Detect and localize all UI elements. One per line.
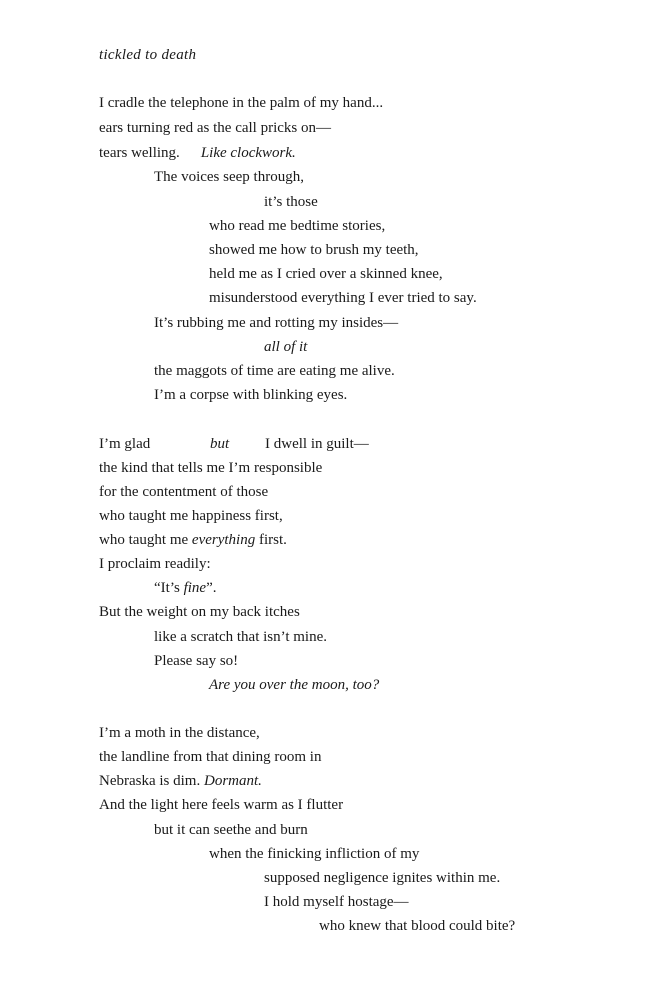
poem-emphasis: everything (191, 532, 256, 548)
poem-title: tickled to death (99, 47, 197, 63)
poem-line: I proclaim readily: (99, 556, 211, 572)
poem-line: for the contentment of those (99, 484, 269, 500)
poem-line: Please say so! (154, 653, 239, 669)
poem-line: I cradle the telephone in the palm of my hand... (99, 95, 384, 111)
poem-text: first. (258, 532, 287, 548)
poem-line: I’m a corpse with blinking eyes. (154, 387, 348, 403)
poem-line: And the light here feels warm as I flutter (99, 797, 344, 813)
poem-line: who knew that blood could bite? (319, 918, 516, 934)
poem-emphasis: all of it (264, 339, 308, 355)
poem-line: the kind that tells me I’m responsible (99, 460, 323, 476)
poem-text: I dwell in guilt— (265, 436, 369, 452)
poem-line: who taught me happiness first, (99, 508, 283, 524)
poem-line: But the weight on my back itches (99, 604, 300, 620)
poem-line (99, 434, 150, 454)
poem-text: tears welling. (99, 145, 180, 161)
poem-line: when the finicking infliction of my (209, 846, 420, 862)
poem-text: “It’s (154, 580, 180, 596)
poem-line (264, 337, 307, 357)
poem-line: showed me how to brush my teeth, (209, 242, 419, 258)
poem-line: but it can seethe and burn (154, 822, 308, 838)
poem-line (209, 675, 379, 695)
poem-line (99, 771, 262, 791)
poem-line-part (210, 434, 229, 454)
poem-line: the landline from that dining room in (99, 749, 322, 765)
poem-emphasis: but (210, 436, 230, 452)
poem-line: it’s those (264, 194, 318, 210)
poem-text: ”. (206, 580, 217, 596)
poem-line: held me as I cried over a skinned knee, (209, 266, 443, 282)
poem-line-part (265, 434, 369, 454)
poem-line: misunderstood everything I ever tried to say. (209, 290, 477, 306)
poem-line: It’s rubbing me and rotting my insides— (154, 315, 399, 331)
poem-emphasis: fine (183, 580, 207, 596)
poem-line: ears turning red as the call pricks on— (99, 120, 332, 136)
poem-emphasis: Like clockwork. (200, 145, 296, 161)
poem-text: who taught me (99, 532, 189, 548)
poem-line: I’m a moth in the distance, (99, 725, 260, 741)
poem-line (154, 578, 217, 598)
poem-line: who read me bedtime stories, (209, 218, 386, 234)
poem-line: like a scratch that isn’t mine. (154, 629, 328, 645)
poem-text: I’m glad (99, 436, 151, 452)
poem-line (99, 143, 296, 163)
poem-line (99, 530, 287, 550)
poem-emphasis: Dormant. (203, 773, 262, 789)
poem-line: the maggots of time are eating me alive. (154, 363, 395, 379)
poem-emphasis: Are you over the moon, too? (209, 677, 380, 693)
poem-line: The voices seep through, (154, 169, 304, 185)
poem-line: supposed negligence ignites within me. (264, 870, 501, 886)
poem-line: I hold myself hostage— (264, 894, 409, 910)
poem-text: Nebraska is dim. (99, 773, 201, 789)
